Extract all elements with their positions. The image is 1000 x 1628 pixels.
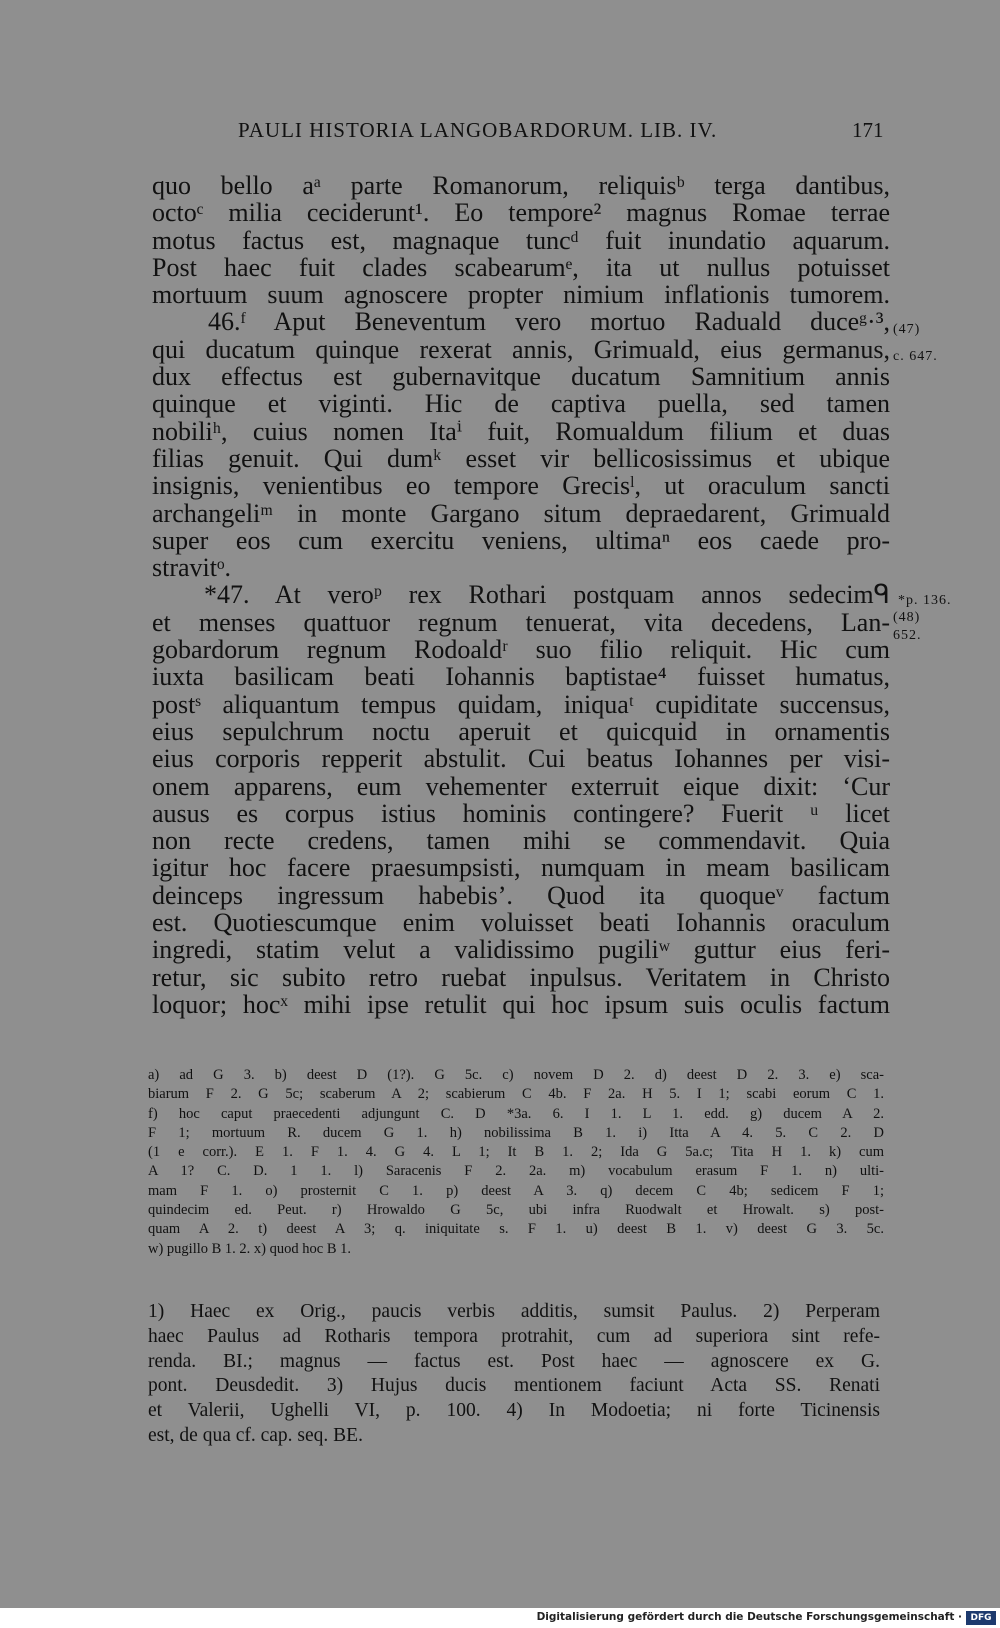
dfg-logo: DFG <box>966 1611 996 1625</box>
apparatus-line: w) pugillo B 1. 2. x) quod hoc B 1. <box>148 1240 351 1257</box>
text-line: filias genuit. Qui dumᵏ esset vir bellicosissimus et ubique <box>152 443 890 473</box>
text-line: deinceps ingressum habebis’. Quod ita quoqueᵛ factum <box>152 880 890 910</box>
digitization-footer <box>0 1608 1000 1628</box>
text-line: insignis, venientibus eo tempore Grecisˡ, ut oraculum sancti <box>152 471 890 501</box>
apparatus-line: a) ad G 3. b) deest D (1?). G 5c. c) novem D 2. d) deest D 2. 3. e) sca- <box>148 1067 884 1083</box>
text-line: et menses quattuor regnum tenuerat, vita decedens, Lan- <box>152 607 890 637</box>
footnote-line: haec Paulus ad Rotharis tempora protrahit, cum ad superiora sint refe- <box>148 1325 880 1347</box>
footnote-line: et Valerii, Ughelli VI, p. 100. 4) In Modoetia; ni forte Ticinensis <box>148 1400 880 1422</box>
text-line: quo bello aᵃ parte Romanorum, reliquisᵇ terga dantibus, <box>152 171 890 200</box>
text-line: loquor; hocˣ mihi ipse retulit qui hoc ipsum suis oculis factum <box>152 989 890 1019</box>
text-line: est. Quotiescumque enim voluisset beati Iohannis oraculum <box>152 908 890 938</box>
margin-note-year-652: 652. <box>893 628 922 643</box>
page-number: 171 <box>852 118 884 142</box>
apparatus-line: quindecim ed. Peut. r) Hrowaldo G 5c, ubi infra Ruodwalt et Hrowalt. s) post- <box>148 1202 884 1219</box>
text-line: non recte credens, tamen mihi se commendavit. Quia <box>152 826 890 856</box>
funding-notice: Digitalisierung gefördert durch die Deutsche Forschungsgemeinschaft · <box>536 1611 962 1623</box>
footnote-line: renda. BI.; magnus — factus est. Post haec — agnoscere ex G. <box>148 1350 880 1372</box>
apparatus-line: A 1? C. D. 1 1. l) Saracenis F 2. 2a. m) vocabulum erasum F 1. n) ulti- <box>148 1163 884 1180</box>
critical-apparatus <box>148 1066 884 1259</box>
chapter-47-start: *47. At veroᵖ rex Rothari postquam annos sedecimᑫ <box>204 580 890 610</box>
margin-note-chapter-48: (48) <box>893 610 921 625</box>
running-header <box>0 118 1000 148</box>
footnote-line: pont. Deusdedit. 3) Hujus ducis mentionem faciunt Acta SS. Renati <box>148 1375 880 1397</box>
text-line: igitur hoc facere praesumpsisti, numquam in meam basilicam <box>152 853 890 883</box>
text-line: octoᶜ milia ceciderunt¹. Eo tempore² magnus Romae terrae <box>152 198 890 228</box>
text-line: eius sepulchrum noctu aperuit et quicquid in ornamentis <box>152 716 890 746</box>
text-line: gobardorum regnum Rodoaldʳ suo filio reliquit. Hic cum <box>152 635 890 665</box>
text-line: retur, sic subito retro ruebat inpulsus. Veritatem in Christo <box>152 962 890 992</box>
apparatus-line: biarum F 2. G 5c; scaberum A 2; scabierum C 4b. F 2a. H 5. I 1; scabi eorum C 1. <box>148 1086 884 1103</box>
text-line: dux effectus est gubernavitque ducatum Samnitium annis <box>152 362 890 392</box>
text-line: super eos cum exercitu veniens, ultimaⁿ eos caede pro- <box>152 525 890 555</box>
text-line: eius corporis repperit abstulit. Cui beatus Iohannes per visi- <box>152 744 890 774</box>
text-line: postˢ aliquantum tempus quidam, iniquaᵗ cupiditate succensus, <box>152 689 890 719</box>
apparatus-line: F 1; mortuum R. ducem G 1. h) nobilissima B 1. i) Itta A 4. 5. C 2. D <box>148 1124 884 1141</box>
margin-note-year-647: c. 647. <box>893 349 938 364</box>
text-line: qui ducatum quinque rexerat annis, Grimuald, eius germanus, <box>152 334 890 364</box>
text-line: ausus es corpus istius hominis contingere? Fuerit ᵘ licet <box>152 798 890 828</box>
text-line: nobiliʰ, cuius nomen Itaⁱ fuit, Romualdum filium et duas <box>152 416 890 446</box>
margin-note-page-136: *p. 136. <box>898 593 952 608</box>
text-line: archangeliᵐ in monte Gargano situm depraedarent, Grimuald <box>152 498 890 528</box>
footnotes <box>148 1300 880 1449</box>
text-line: iuxta basilicam beati Iohannis baptistae⁴ fuisset humatus, <box>152 662 890 692</box>
text-line: motus factus est, magnaque tuncᵈ fuit inundatio aquarum. <box>152 225 890 255</box>
text-line: onem apparens, eum vehementer exterruit eique dixit: ‘Cur <box>152 771 890 801</box>
main-text <box>152 172 890 1018</box>
text-line: stravitᵒ. <box>152 553 231 583</box>
apparatus-line: f) hoc caput praecedenti adjungunt C. D *3a. 6. I 1. L 1. edd. g) ducem A 2. <box>148 1105 884 1122</box>
footnote-line: est, de qua cf. cap. seq. BE. <box>148 1424 363 1446</box>
footnote-line: 1) Haec ex Orig., paucis verbis additis, sumsit Paulus. 2) Perperam <box>148 1301 880 1322</box>
text-line: ingredi, statim velut a validissimo pugiliʷ guttur eius feri- <box>152 935 890 965</box>
apparatus-line: mam F 1. o) prosternit C 1. p) deest A 3. q) decem C 4b; sedicem F 1; <box>148 1182 884 1199</box>
text-line: quinque et viginti. Hic de captiva puella, sed tamen <box>152 389 890 419</box>
text-line: Post haec fuit clades scabearumᵉ, ita ut nullus potuisset <box>152 252 890 282</box>
chapter-46-start: 46.ᶠ Aput Beneventum vero mortuo Raduald duceᵍ·³, <box>208 307 890 337</box>
apparatus-line: quam A 2. t) deest A 3; q. iniquitate s. F 1. u) deest B 1. v) deest G 3. 5c. <box>148 1221 884 1238</box>
margin-note-chapter-47: (47) <box>893 322 921 337</box>
apparatus-line: (1 e corr.). E 1. F 1. 4. G 4. L 1; It B 1. 2; Ida G 5a.c; Tita H 1. k) cum <box>148 1144 884 1161</box>
running-title: PAULI HISTORIA LANGOBARDORUM. LIB. IV. <box>238 118 718 142</box>
text-line: mortuum suum agnoscere propter nimium inflationis tumorem. <box>152 280 890 310</box>
